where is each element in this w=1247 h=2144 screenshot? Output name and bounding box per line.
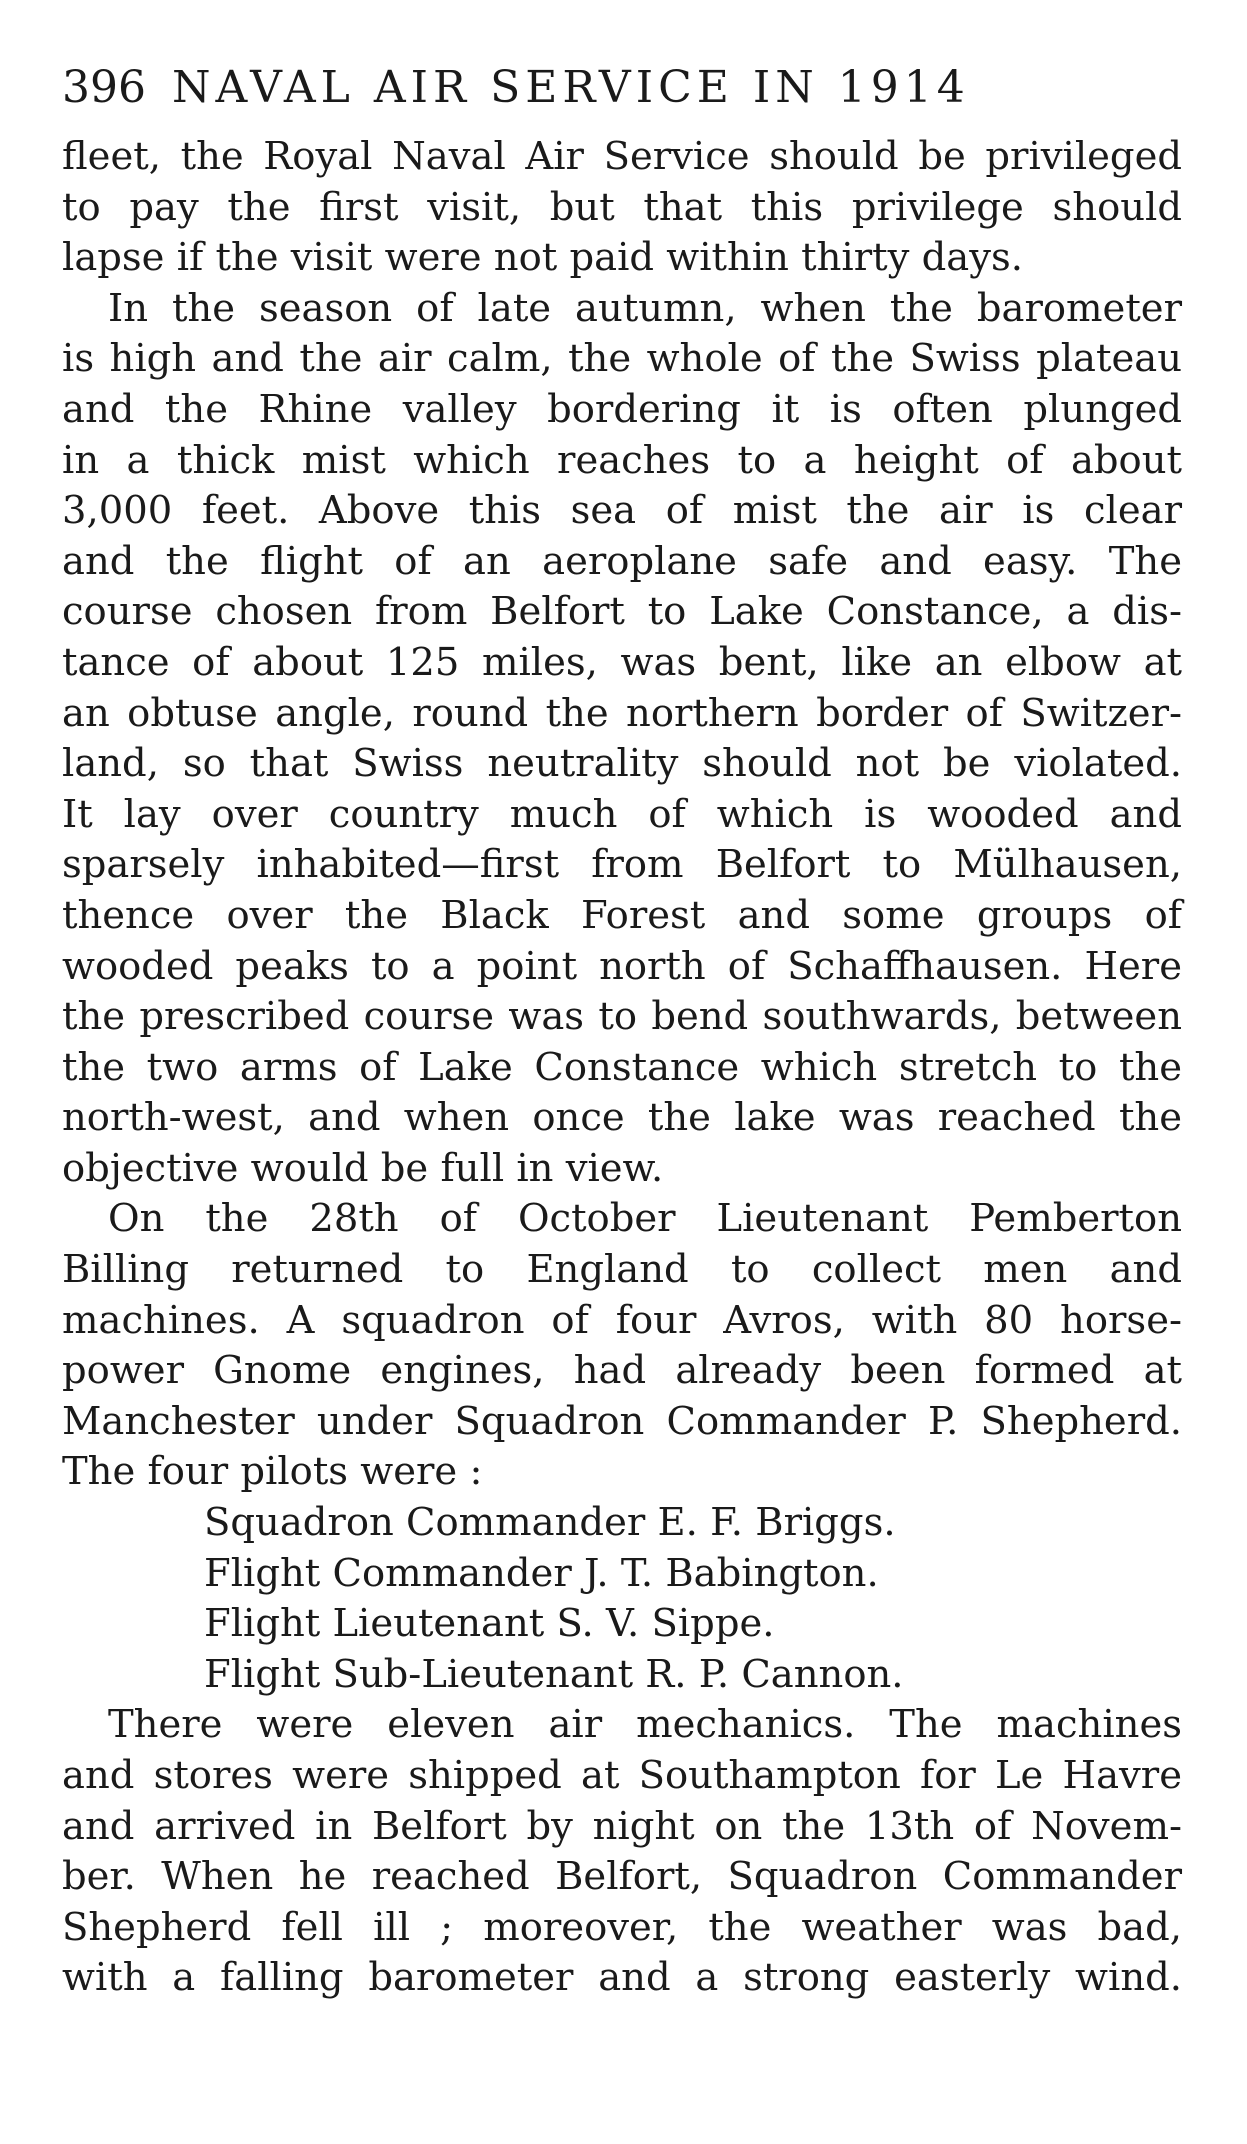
running-title: NAVAL AIR SERVICE IN 1914 (171, 62, 970, 113)
page-number: 396 (62, 62, 146, 113)
paragraph-2 (62, 284, 1182, 1195)
text-line: 3,000 feet. Above this sea of mist the air is clear (62, 488, 1182, 534)
paragraph-1 (62, 132, 1182, 284)
text-line: In the season of late autumn, when the barometer (108, 285, 1182, 331)
text-line: power Gnome engines, had already been formed at (62, 1348, 1182, 1394)
text-line: in a thick mist which reaches to a height of about (62, 437, 1182, 483)
text-line: On the 28th of October Lieutenant Pemberton (108, 1196, 1182, 1242)
text-line: tance of about 125 miles, was bent, like an elbow at (62, 639, 1182, 685)
pilot-entry: Flight Lieutenant S. V. Sippe. (204, 1601, 775, 1647)
paragraph-4 (62, 1700, 1182, 2004)
text-line: There were eleven air mechanics. The machines (108, 1702, 1182, 1748)
text-line: ber. When he reached Belfort, Squadron Commander (62, 1854, 1182, 1900)
text-line: land, so that Swiss neutrality should not be violated. (62, 741, 1182, 787)
text-line: the prescribed course was to bend southwards, between (62, 994, 1182, 1040)
text-line: Manchester under Squadron Commander P. Shepherd. (62, 1398, 1182, 1444)
text-line: the two arms of Lake Constance which stretch to the (62, 1044, 1182, 1090)
text-line: and the flight of an aeroplane safe and easy. The (62, 538, 1182, 584)
text-line: with a falling barometer and a strong easterly wind. (62, 1955, 1182, 2001)
text-line: course chosen from Belfort to Lake Constance, a dis- (62, 589, 1182, 635)
text-line: is high and the air calm, the whole of the Swiss plateau (62, 336, 1182, 382)
text-line: an obtuse angle, round the northern border of Switzer- (62, 690, 1182, 736)
text-line: and stores were shipped at Southampton for Le Havre (62, 1753, 1182, 1798)
pilot-entry: Flight Sub-Lieutenant R. P. Cannon. (204, 1651, 904, 1697)
text-line: objective would be full in view. (62, 1145, 664, 1191)
text-line: lapse if the visit were not paid within thirty days. (62, 235, 1023, 281)
pilot-list (62, 1498, 1182, 1700)
text-line: wooded peaks to a point north of Schaffhausen. Here (62, 943, 1182, 989)
pilot-entry: Flight Commander J. T. Babington. (204, 1550, 879, 1596)
text-line: Shepherd fell ill ; moreover, the weather was bad, (62, 1904, 1182, 1950)
text-line: and the Rhine valley bordering it is often plunged (62, 386, 1182, 432)
running-header (62, 62, 1182, 126)
text-line: thence over the Black Forest and some groups of (62, 892, 1182, 938)
text-line: The four pilots were : (62, 1449, 483, 1495)
text-line: Billing returned to England to collect men and (62, 1247, 1182, 1293)
book-page (62, 62, 1182, 2004)
text-line: It lay over country much of which is wooded and (62, 791, 1182, 837)
text-line: machines. A squadron of four Avros, with 80 horse- (62, 1297, 1182, 1343)
text-line: to pay the first visit, but that this privilege should (62, 184, 1182, 230)
text-line: sparsely inhabited—first from Belfort to Mülhausen, (62, 842, 1182, 888)
text-line: and arrived in Belfort by night on the 13th of Novem- (62, 1803, 1182, 1849)
paragraph-3 (62, 1194, 1182, 1498)
text-line: north-west, and when once the lake was reached the (62, 1095, 1182, 1141)
body-text (62, 132, 1182, 2004)
pilot-entry: Squadron Commander E. F. Briggs. (204, 1500, 896, 1546)
text-line: fleet, the Royal Naval Air Service should be privileged (62, 134, 1182, 179)
